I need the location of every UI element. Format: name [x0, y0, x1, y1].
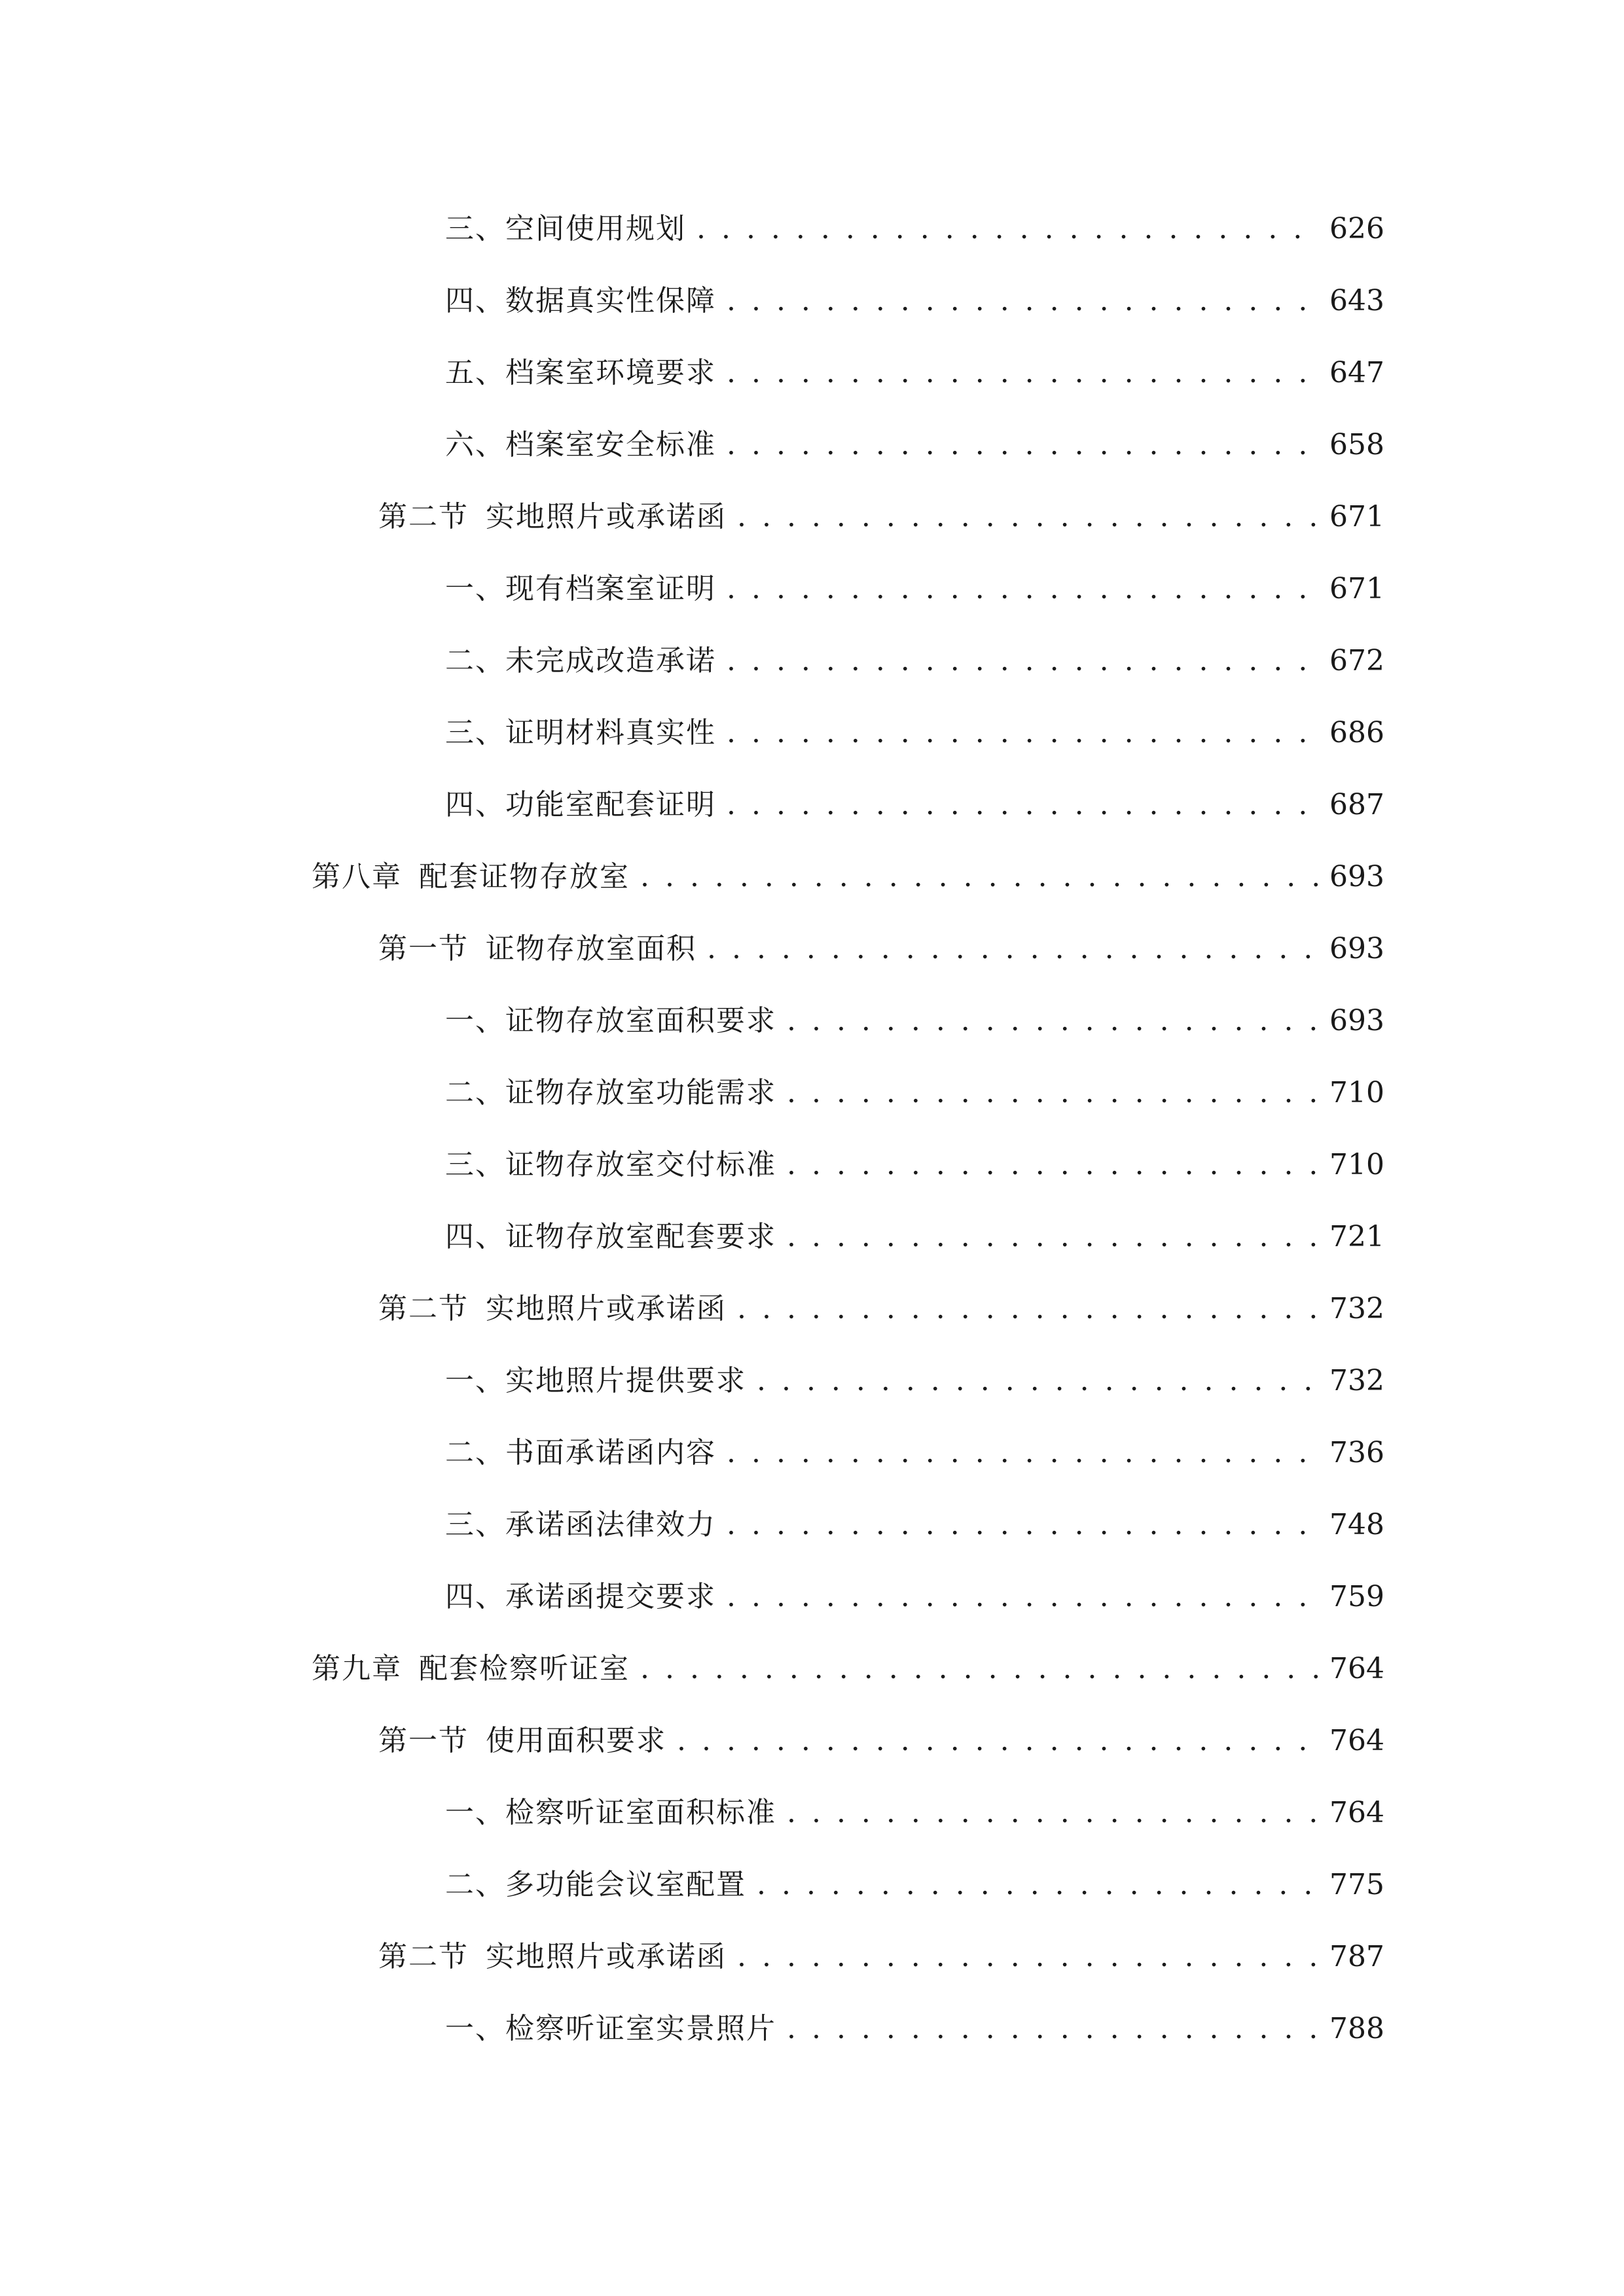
toc-entry-title: 实地照片或承诺函 [486, 1292, 727, 1325]
toc-entry-title: 实地照片或承诺函 [486, 500, 727, 533]
toc-entry-title: 证物存放室交付标准 [505, 1148, 776, 1181]
toc-entry-page: 672 [1329, 644, 1384, 677]
toc-entry-page: 647 [1329, 356, 1384, 389]
toc-entry[interactable] [445, 422, 1384, 468]
toc-entry-number: 一、 [445, 1364, 505, 1397]
toc-entry[interactable] [312, 1646, 1384, 1692]
toc-entry-title: 数据真实性保障 [505, 284, 716, 317]
toc-entry[interactable] [445, 1070, 1384, 1116]
toc-entry-title: 检察听证室实景照片 [505, 2012, 776, 2045]
dot-leader [727, 1502, 1320, 1548]
toc-entry-page: 710 [1329, 1076, 1384, 1109]
toc-entry-number: 一、 [445, 572, 505, 605]
toc-entry-title: 证物存放室面积 [486, 932, 696, 965]
dot-leader [640, 1646, 1320, 1692]
toc-entry-number: 四、 [445, 1580, 505, 1613]
toc-entry-page: 658 [1329, 428, 1384, 461]
toc-entry[interactable] [445, 710, 1384, 756]
dot-leader [727, 1574, 1320, 1620]
toc-entry-title: 功能室配套证明 [505, 788, 716, 821]
dot-leader [696, 206, 1320, 252]
toc-entry-page: 687 [1329, 788, 1384, 821]
toc-entry-number: 三、 [445, 1148, 505, 1181]
toc-entry-title: 证物存放室面积要求 [505, 1004, 776, 1037]
toc-entry-title: 承诺函提交要求 [505, 1580, 716, 1613]
toc-entry-title: 证物存放室功能需求 [505, 1076, 776, 1109]
toc-entry-number: 五、 [445, 356, 505, 389]
toc-entry-number: 四、 [445, 1220, 505, 1253]
dot-leader [727, 422, 1320, 468]
toc-entry-title: 档案室环境要求 [505, 356, 716, 389]
dot-leader [787, 1790, 1320, 1836]
toc-entry-title: 书面承诺函内容 [505, 1436, 716, 1469]
toc-entry[interactable] [445, 350, 1384, 396]
dot-leader [707, 926, 1320, 972]
toc-entry-title: 配套检察听证室 [419, 1652, 630, 1685]
dot-leader [727, 638, 1320, 684]
dot-leader [757, 1862, 1320, 1908]
toc-entry[interactable] [312, 854, 1384, 900]
toc-entry-number: 三、 [445, 212, 505, 245]
toc-entry-number: 二、 [445, 1436, 505, 1469]
dot-leader [677, 1718, 1320, 1764]
toc-entry-number: 四、 [445, 284, 505, 317]
toc-entry-title: 未完成改造承诺 [505, 644, 716, 677]
toc-entry-page: 693 [1329, 932, 1384, 965]
toc-entry-number: 一、 [445, 1796, 505, 1829]
toc-entry-title: 证物存放室配套要求 [505, 1220, 776, 1253]
dot-leader [737, 1286, 1320, 1332]
toc-entry[interactable] [445, 782, 1384, 828]
dot-leader [737, 1934, 1320, 1980]
dot-leader [787, 998, 1320, 1044]
toc-entry[interactable] [378, 494, 1384, 540]
dot-leader [787, 2006, 1320, 2052]
toc-entry-page: 736 [1329, 1436, 1384, 1469]
toc-entry-number: 一、 [445, 2012, 505, 2045]
toc-entry-number: 第九章 [312, 1652, 402, 1685]
toc-entry-number: 二、 [445, 1868, 505, 1901]
toc-entry-number: 二、 [445, 644, 505, 677]
toc-entry-page: 775 [1329, 1868, 1384, 1901]
toc-entry[interactable] [445, 1790, 1384, 1836]
dot-leader [787, 1070, 1320, 1116]
toc-entry-page: 732 [1329, 1292, 1384, 1325]
toc-entry-title: 实地照片或承诺函 [486, 1940, 727, 1973]
toc-entry-title: 证明材料真实性 [505, 716, 716, 749]
toc-entry-number: 四、 [445, 788, 505, 821]
toc-entry-title: 现有档案室证明 [505, 572, 716, 605]
toc-entry-number: 第八章 [312, 860, 402, 893]
toc-entry-page: 759 [1329, 1580, 1384, 1613]
toc-entry-number: 三、 [445, 716, 505, 749]
toc-entry[interactable] [445, 1862, 1384, 1908]
toc-entry-page: 748 [1329, 1508, 1384, 1541]
toc-entry-page: 764 [1329, 1796, 1384, 1829]
toc-entry-title: 检察听证室面积标准 [505, 1796, 776, 1829]
toc-entry-page: 710 [1329, 1148, 1384, 1181]
dot-leader [640, 854, 1320, 900]
toc-entry[interactable] [445, 566, 1384, 612]
toc-entry[interactable] [445, 206, 1384, 252]
toc-entry-page: 732 [1329, 1364, 1384, 1397]
toc-entry[interactable] [378, 1934, 1384, 1980]
toc-entry-title: 实地照片提供要求 [505, 1364, 746, 1397]
toc-entry-number: 第二节 [378, 1292, 469, 1325]
toc-entry-title: 配套证物存放室 [419, 860, 630, 893]
dot-leader [727, 350, 1320, 396]
toc-entry[interactable] [445, 2006, 1384, 2052]
toc-entry-page: 693 [1329, 1004, 1384, 1037]
toc-entry-page: 686 [1329, 716, 1384, 749]
toc-entry-page: 643 [1329, 284, 1384, 317]
dot-leader [737, 494, 1320, 540]
toc-entry[interactable] [445, 1430, 1384, 1476]
toc-entry-page: 787 [1329, 1940, 1384, 1973]
dot-leader [727, 710, 1320, 756]
toc-entry-title: 档案室安全标准 [505, 428, 716, 461]
toc-entry[interactable] [445, 278, 1384, 324]
toc-entry-number: 第一节 [378, 932, 469, 965]
toc-entry-number: 第二节 [378, 1940, 469, 1973]
toc-entry-number: 第一节 [378, 1724, 469, 1757]
dot-leader [727, 566, 1320, 612]
toc-entry-page: 788 [1329, 2012, 1384, 2045]
dot-leader [757, 1358, 1320, 1404]
toc-entry-page: 764 [1329, 1724, 1384, 1757]
toc-entry-page: 764 [1329, 1652, 1384, 1685]
toc-entry-page: 671 [1329, 572, 1384, 605]
toc-entry-page: 693 [1329, 860, 1384, 893]
toc-entry-number: 三、 [445, 1508, 505, 1541]
toc-entry-page: 626 [1329, 212, 1384, 245]
toc-entry[interactable] [445, 1142, 1384, 1188]
toc-entry-title: 使用面积要求 [486, 1724, 666, 1757]
dot-leader [787, 1214, 1320, 1260]
toc-entry[interactable] [378, 926, 1384, 972]
toc-entry-page: 671 [1329, 500, 1384, 533]
toc-entry-page: 721 [1329, 1220, 1384, 1253]
toc-entry-number: 一、 [445, 1004, 505, 1037]
dot-leader [727, 278, 1320, 324]
toc-entry[interactable] [445, 1574, 1384, 1620]
dot-leader [727, 782, 1320, 828]
toc-entry-number: 第二节 [378, 500, 469, 533]
toc-entry[interactable] [445, 1358, 1384, 1404]
toc-entry-title: 多功能会议室配置 [505, 1868, 746, 1901]
dot-leader [787, 1142, 1320, 1188]
dot-leader [727, 1430, 1320, 1476]
toc-entry[interactable] [378, 1286, 1384, 1332]
toc-entry[interactable] [445, 998, 1384, 1044]
toc-entry[interactable] [445, 1214, 1384, 1260]
toc-entry-number: 六、 [445, 428, 505, 461]
toc-entry-title: 空间使用规划 [505, 212, 686, 245]
toc-entry[interactable] [445, 1502, 1384, 1548]
toc-entry[interactable] [378, 1718, 1384, 1764]
toc-entry-title: 承诺函法律效力 [505, 1508, 716, 1541]
toc-entry[interactable] [445, 638, 1384, 684]
toc-entry-number: 二、 [445, 1076, 505, 1109]
